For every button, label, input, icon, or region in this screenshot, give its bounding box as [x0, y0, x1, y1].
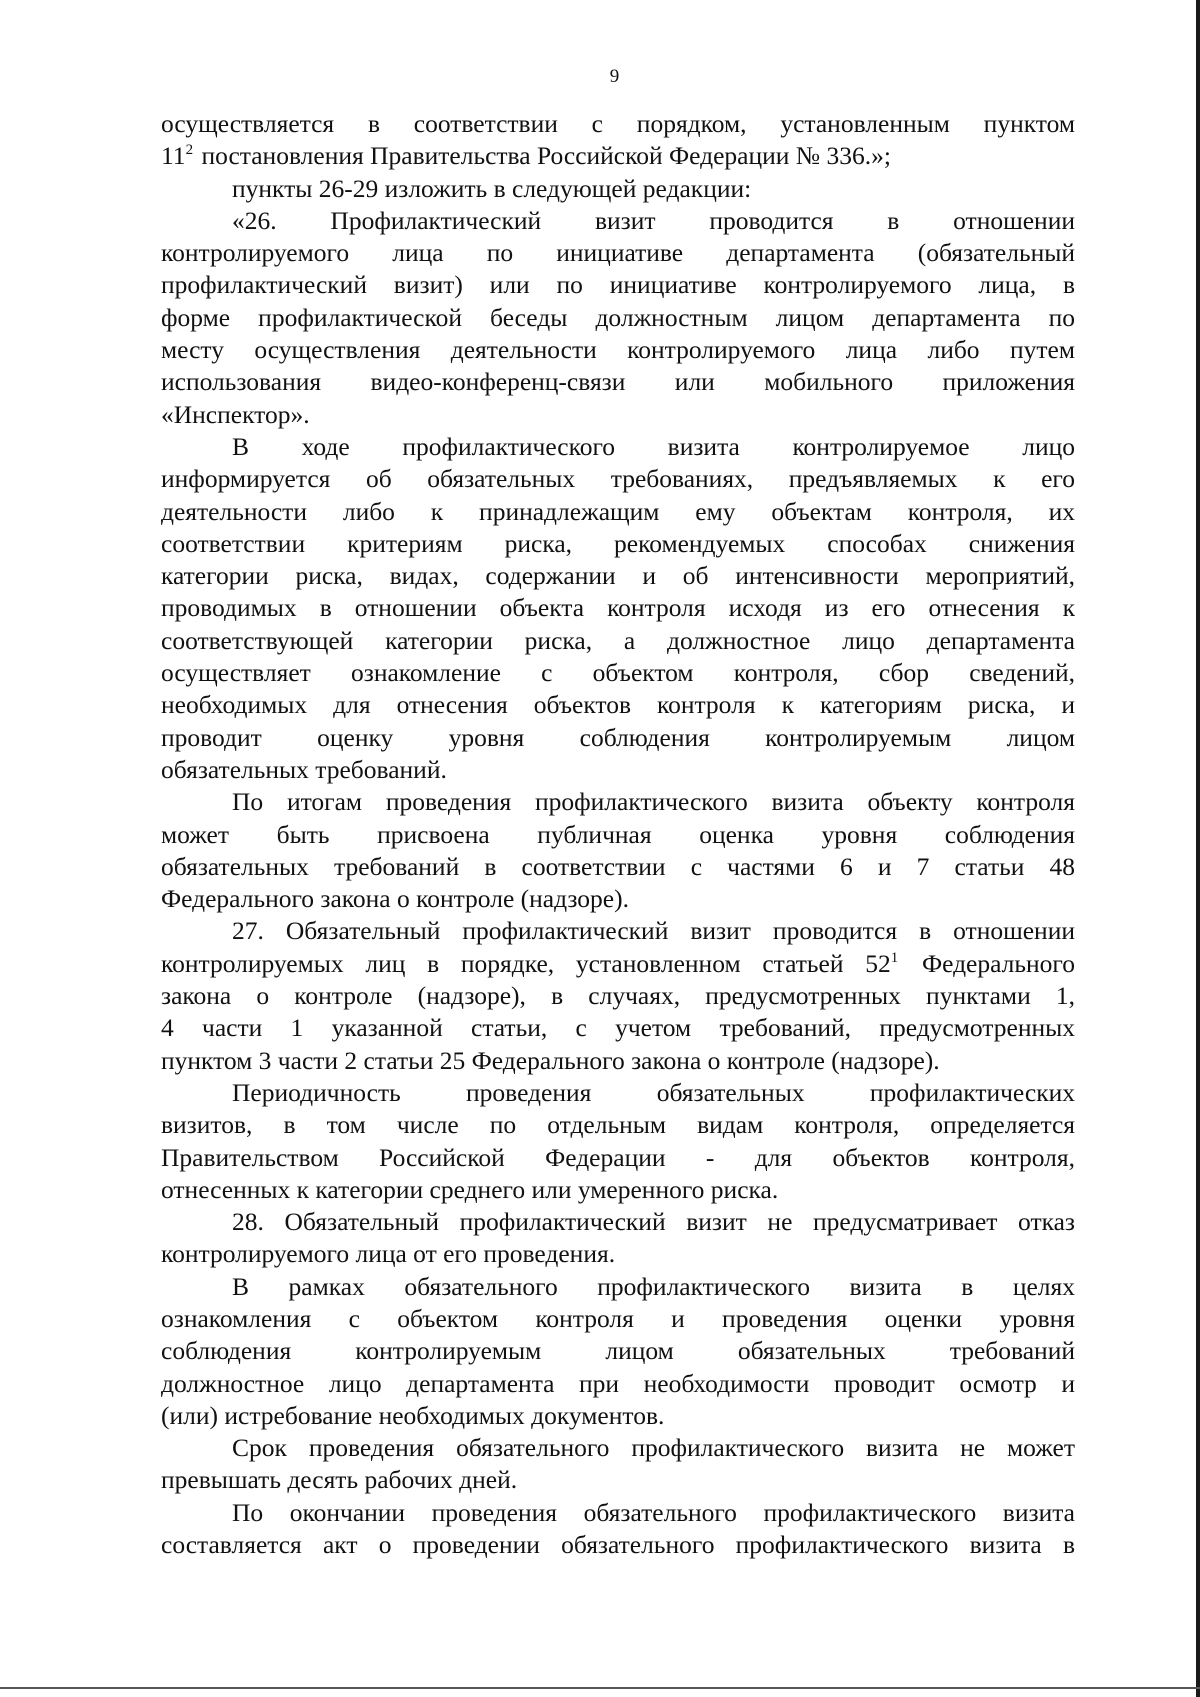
- line-text: постановления Правительства Российской Федерации № 336.»;: [195, 141, 891, 171]
- text-line: профилактический визит) или по инициативе контролируемого лица, в: [161, 270, 1075, 300]
- text-line: информируется об обязательных требованиях, предъявляемых к его: [161, 464, 1075, 494]
- text-line: использования видео-конференц-связи или мобильного приложения: [161, 367, 1075, 397]
- text-line: По итогам проведения профилактического визита объекту контроля: [232, 787, 1075, 817]
- text-line: категории риска, видах, содержании и об интенсивности мероприятий,: [161, 561, 1075, 591]
- text-line: составляется акт о проведении обязательного профилактического визита в: [161, 1530, 1075, 1560]
- text-line: проводимых в отношении объекта контроля исходя из его отнесения к: [161, 593, 1075, 623]
- text-line: соответствующей категории риска, а должностное лицо департамента: [161, 625, 1075, 655]
- text-line: визитов, в том числе по отдельным видам контроля, определяется: [161, 1110, 1075, 1140]
- text-line: необходимых для отнесения объектов контроля к категориям риска, и: [161, 690, 1075, 720]
- line-suffix: Федерального: [900, 948, 1075, 978]
- text-line: может быть присвоена публичная оценка уровня соблюдения: [161, 819, 1075, 849]
- superscript: 2: [185, 142, 194, 159]
- text-line: [161, 948, 1075, 980]
- text-line: По окончании проведения обязательного профилактического визита: [232, 1497, 1075, 1527]
- text-line: (или) истребование необходимых документов.: [161, 1400, 665, 1430]
- line-prefix: 11: [161, 141, 186, 171]
- text-line: 28. Обязательный профилактический визит не предусматривает отказ: [232, 1207, 1075, 1237]
- text-line: обязательных требований в соответствии с частями 6 и 7 статьи 48: [161, 851, 1075, 881]
- text-line: пунктом 3 части 2 статьи 25 Федерального закона о контроле (надзоре).: [161, 1045, 940, 1075]
- text-line: Срок проведения обязательного профилактического визита не может: [232, 1433, 1075, 1463]
- text-line: 27. Обязательный профилактический визит проводится в отношении: [232, 916, 1075, 946]
- text-line: осуществляет ознакомление с объектом контроля, сбор сведений,: [161, 658, 1075, 688]
- text-line: закона о контроле (надзоре), в случаях, предусмотренных пунктами 1,: [161, 981, 1075, 1011]
- text-line: пункты 26-29 изложить в следующей редакции:: [232, 173, 752, 203]
- text-line: соответствии критериям риска, рекомендуемых способах снижения: [161, 528, 1075, 558]
- text-line: Периодичность проведения обязательных профилактических: [232, 1077, 1075, 1107]
- text-line: превышать десять рабочих дней.: [161, 1465, 518, 1495]
- line-text: контролируемых лиц в порядке, установленном статьей 52: [161, 948, 891, 978]
- text-line: контролируемого лица по инициативе департамента (обязательный: [161, 238, 1075, 268]
- text-line: месту осуществления деятельности контролируемого лица либо путем: [161, 335, 1075, 365]
- text-line: Правительством Российской Федерации - для объектов контроля,: [161, 1142, 1075, 1172]
- text-line: обязательных требований.: [161, 754, 447, 784]
- text-line: форме профилактической беседы должностным лицом департамента по: [161, 302, 1075, 332]
- text-line: ознакомления с объектом контроля и проведения оценки уровня: [161, 1303, 1075, 1333]
- text-line: деятельности либо к принадлежащим ему объектам контроля, их: [161, 496, 1075, 526]
- scan-bottom-edge: [0, 1687, 1200, 1689]
- document-body: [161, 108, 1075, 1561]
- text-line: проводит оценку уровня соблюдения контролируемым лицом: [161, 722, 1075, 752]
- text-line: отнесенных к категории среднего или умеренного риска.: [161, 1174, 779, 1204]
- text-line: должностное лицо департамента при необходимости проводит осмотр и: [161, 1368, 1075, 1398]
- text-line: осуществляется в соответствии с порядком, установленным пунктом: [161, 109, 1075, 138]
- scan-edge: [1196, 0, 1200, 1697]
- text-line: соблюдения контролируемым лицом обязательных требований: [161, 1336, 1075, 1366]
- page-number: 9: [609, 66, 620, 87]
- text-line: «26. Профилактический визит проводится в отношении: [232, 205, 1075, 235]
- text-line: [161, 140, 1075, 172]
- text-line: «Инспектор».: [161, 399, 310, 429]
- text-line: В рамках обязательного профилактического визита в целях: [232, 1271, 1075, 1301]
- text-line: 4 части 1 указанной статьи, с учетом требований, предусмотренных: [161, 1013, 1075, 1043]
- text-line: контролируемого лица от его проведения.: [161, 1239, 616, 1269]
- text-line: Федерального закона о контроле (надзоре).: [161, 884, 629, 914]
- superscript: 1: [890, 949, 899, 966]
- text-line: В ходе профилактического визита контролируемое лицо: [232, 431, 1075, 461]
